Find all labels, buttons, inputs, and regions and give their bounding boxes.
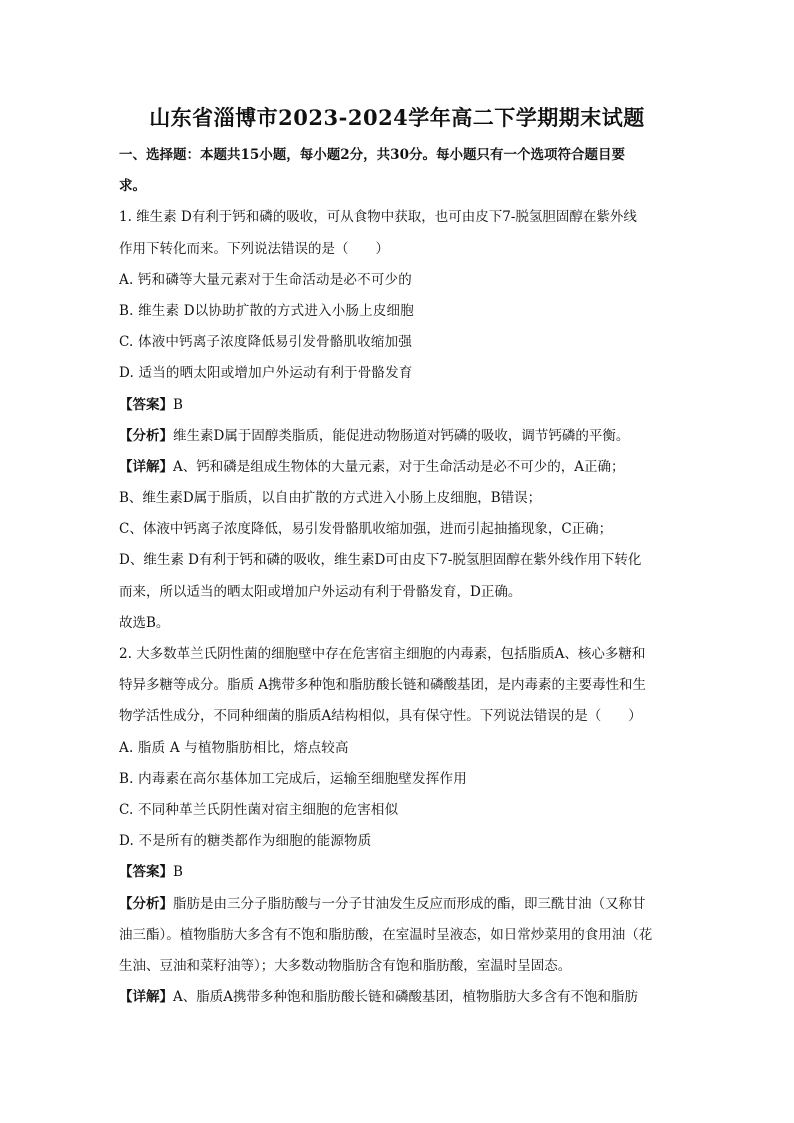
analysis-tag: 【分析】 [119, 427, 173, 444]
q1-option-a: A. 钙和磷等大量元素对于生命活动是必不可少的 [119, 271, 412, 288]
q2-option-a: A. 脂质 A 与植物脂肪相比，熔点较高 [119, 739, 349, 756]
detail-tag: 【详解】 [119, 989, 173, 1006]
q2-analysis-continued-1: 油三酯）。植物脂肪大多含有不饱和脂肪酸，在室温时呈液态，如日常炒菜用的食用油（花 [119, 926, 653, 943]
q1-analysis [119, 421, 679, 452]
q1-answer [119, 390, 679, 421]
q1-detail-d-continued: 而来，所以适当的晒太阳或增加户外运动有利于骨骼发育，D正确。 [119, 583, 522, 600]
q1-detail [119, 452, 679, 483]
q2-stem: 2. 大多数革兰氏阴性菌的细胞壁中存在危害宿主细胞的内毒素，包括脂质A、核心多糖和 [119, 646, 646, 662]
q2-stem-continued-1: 特异多糖等成分。脂质 A携带多种饱和脂肪酸长链和磷酸基团，是内毒素的主要毒性和生 [119, 677, 647, 694]
q2-stem-continued-2: 物学活性成分，不同种细菌的脂质A结构相似，具有保守性。下列说法错误的是（ ） [119, 708, 642, 725]
q2-detail [119, 982, 679, 1013]
q1-detail-c: C、体液中钙离子浓度降低，易引发骨骼肌收缩加强，进而引起抽搐现象，C正确； [119, 521, 613, 538]
q1-stem: 1. 维生素 D有利于钙和磷的吸收，可从食物中获取，也可由皮下7-脱氢胆固醇在紫外线 [119, 209, 637, 226]
page-title: 山东省淄博市2023-2024学年高二下学期期末试题 [149, 105, 645, 130]
analysis-text: 脂肪是由三分子脂肪酸与一分子甘油发生反应而形成的酯，即三酰甘油（又称甘 [173, 895, 646, 912]
detail-text: A、钙和磷是组成生物体的大量元素，对于生命活动是必不可少的，A正确； [173, 458, 625, 475]
q2-analysis [119, 889, 679, 920]
answer-tag: 【答案】 [119, 864, 173, 881]
section-heading: 一、选择题：本题共15小题，每小题2分，共30分。每小题只有一个选项符合题目要 [119, 147, 625, 163]
q1-option-c: C. 体液中钙离子浓度降低易引发骨骼肌收缩加强 [119, 334, 413, 351]
q2-answer [119, 857, 679, 888]
q1-option-d: D. 适当的晒太阳或增加户外运动有利于骨骼发育 [119, 365, 413, 382]
q1-conclusion: 故选B。 [119, 614, 170, 631]
analysis-text: 维生素D属于固醇类脂质，能促进动物肠道对钙磷的吸收，调节钙磷的平衡。 [173, 427, 630, 444]
answer-value: B [173, 396, 183, 413]
q1-option-b: B. 维生素 D以协助扩散的方式进入小肠上皮细胞 [119, 302, 414, 319]
q2-option-d: D. 不是所有的糖类都作为细胞的能源物质 [119, 833, 372, 850]
q1-stem-continued: 作用下转化而来。下列说法错误的是（ ） [119, 240, 389, 257]
answer-tag: 【答案】 [119, 396, 173, 413]
q2-option-c: C. 不同种革兰氏阴性菌对宿主细胞的危害相似 [119, 801, 399, 818]
section-heading-continued: 求。 [119, 178, 146, 195]
detail-text: A、脂质A携带多种饱和脂肪酸长链和磷酸基团，植物脂肪大多含有不饱和脂肪 [173, 989, 638, 1006]
answer-value: B [173, 864, 183, 881]
q2-option-b: B. 内毒素在高尔基体加工完成后，运输至细胞壁发挥作用 [119, 770, 467, 787]
q1-detail-b: B、维生素D属于脂质，以自由扩散的方式进入小肠上皮细胞，B错误； [119, 490, 542, 507]
q2-analysis-continued-2: 生油、豆油和菜籽油等）；大多数动物脂肪含有饱和脂肪酸，室温时呈固态。 [119, 957, 572, 974]
q1-detail-d: D、维生素 D有利于钙和磷的吸收，维生素D可由皮下7-脱氢胆固醇在紫外线作用下转化 [119, 552, 642, 569]
detail-tag: 【详解】 [119, 458, 173, 475]
document-body [119, 140, 679, 1013]
analysis-tag: 【分析】 [119, 895, 173, 912]
